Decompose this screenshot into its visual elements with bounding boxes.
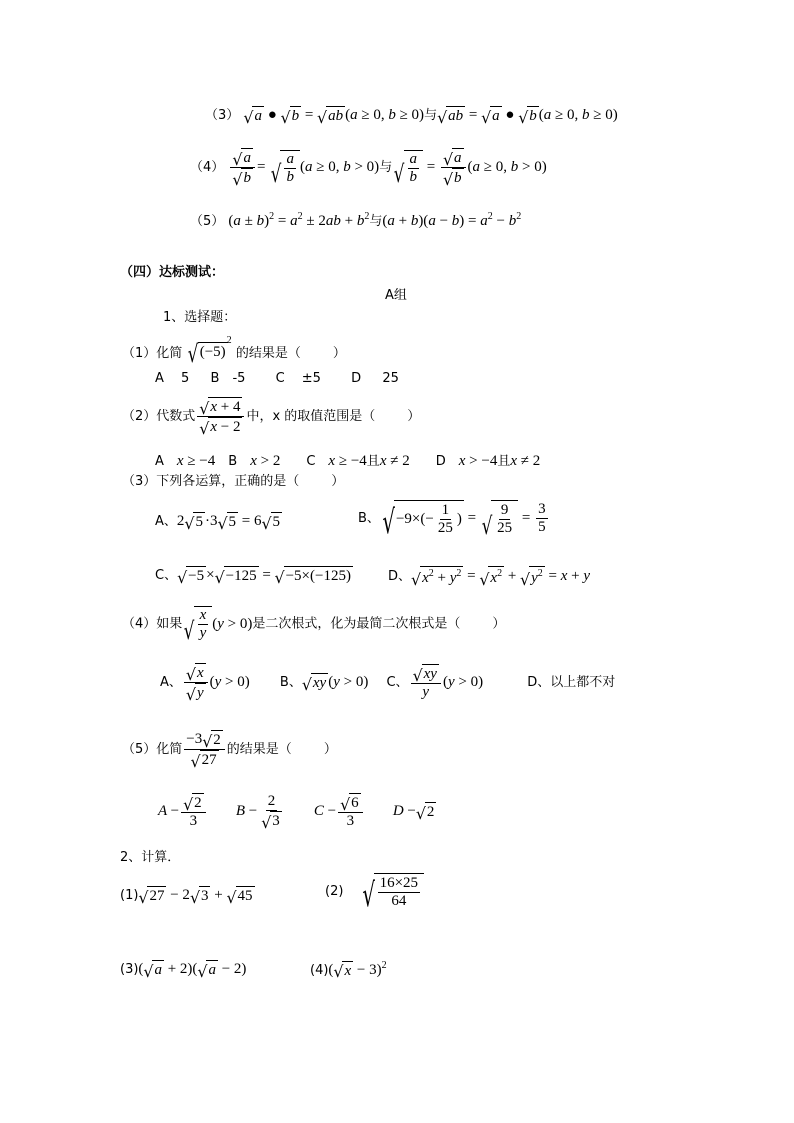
formula-5: （5） $(a \pm b)^2 = a^2 \pm 2ab + b^2$与$(a + b)(a - b) = a^2 - b^2$ [190,211,522,229]
formula-4-label: （4） [190,160,225,176]
question-3-option-a: A、2 √ 5 ·3 √ 5 = 6 √ 5 [155,513,281,533]
question-3: （3）下列各运算，正确的是（ ） [122,474,345,489]
calc-2: (2) √ $\frac{16\times 25}{64}$ [325,873,424,911]
formula-4: （4） √ a √ b = √ $\frac{a}{b}$ (a ≥ 0, b > 0)与 √ $\frac{a}{b}$ = √ a √ b (a ≥ 0, b > 0) [190,149,547,189]
question-2-options: A x ≥ −4 B x > 2 C x ≥ −4且x ≠ 2 D x > −4且x ≠ 2 [155,453,541,469]
question-1-options: A 5 B -5 C ±5 D 25 [155,371,399,386]
question-3-option-c: C、 √ −5 × √ −125 = √ −5×(−125) [155,567,351,587]
question-3-option-d: D、 √ $x^2 + y^2$ = √ $x^2$ + √ $y^2$ = x + y [388,568,591,589]
question-4: （4）如果 √ $\frac{x}{y}$ (y > 0)是二次根式，化为最简二次根式是（ ） [122,607,506,645]
question-4-options: A、 √ x √ y (y > 0) B、 √ xy (y > 0) C、 √ xy y (y > 0) D、以上都不对 [160,664,616,704]
question-5: （5）化简 −3 √ 2 √ 27 的结果是（ ） [122,731,337,771]
group-label: A组 [385,288,407,303]
calc-3: (3)( √ a + 2)( √ a − 2) [120,961,247,981]
question-5-options: A − √ 2 3 B − 2 √ 3 C − √ 6 3 D − √ 2 [158,793,435,832]
question-2: （2）代数式 √ x + 4 √ x − 2 中，x 的取值范围是（ ） [122,398,421,438]
formula-3: （3） √ a ● √ b = √ ab (a ≥ 0, b ≥ 0)与 √ ab = √ a ● √ b (a ≥ 0, b ≥ 0) [205,107,618,127]
formula-3-label: （3） [205,108,240,124]
question-1: （1）化简 √ (−5) $^2$ 的结果是（ ） [122,335,346,368]
part2-title: 2、计算． [120,850,181,865]
part1-title: 1、选择题： [163,310,237,325]
section-title: （四）达标测试： [120,265,225,280]
formula-5-label: （5） [190,214,225,229]
question-3-option-b: B、 √ −9×(− $\frac{1}{25}$ ) = √ $\frac{9}{25}$ = $\frac{3}{5}$ [358,501,546,541]
calc-4: (4)( √ x − 3)$^2$ [310,960,387,982]
calc-1: (1) √ 27 − 2 √ 3 + √ 45 [120,887,253,907]
